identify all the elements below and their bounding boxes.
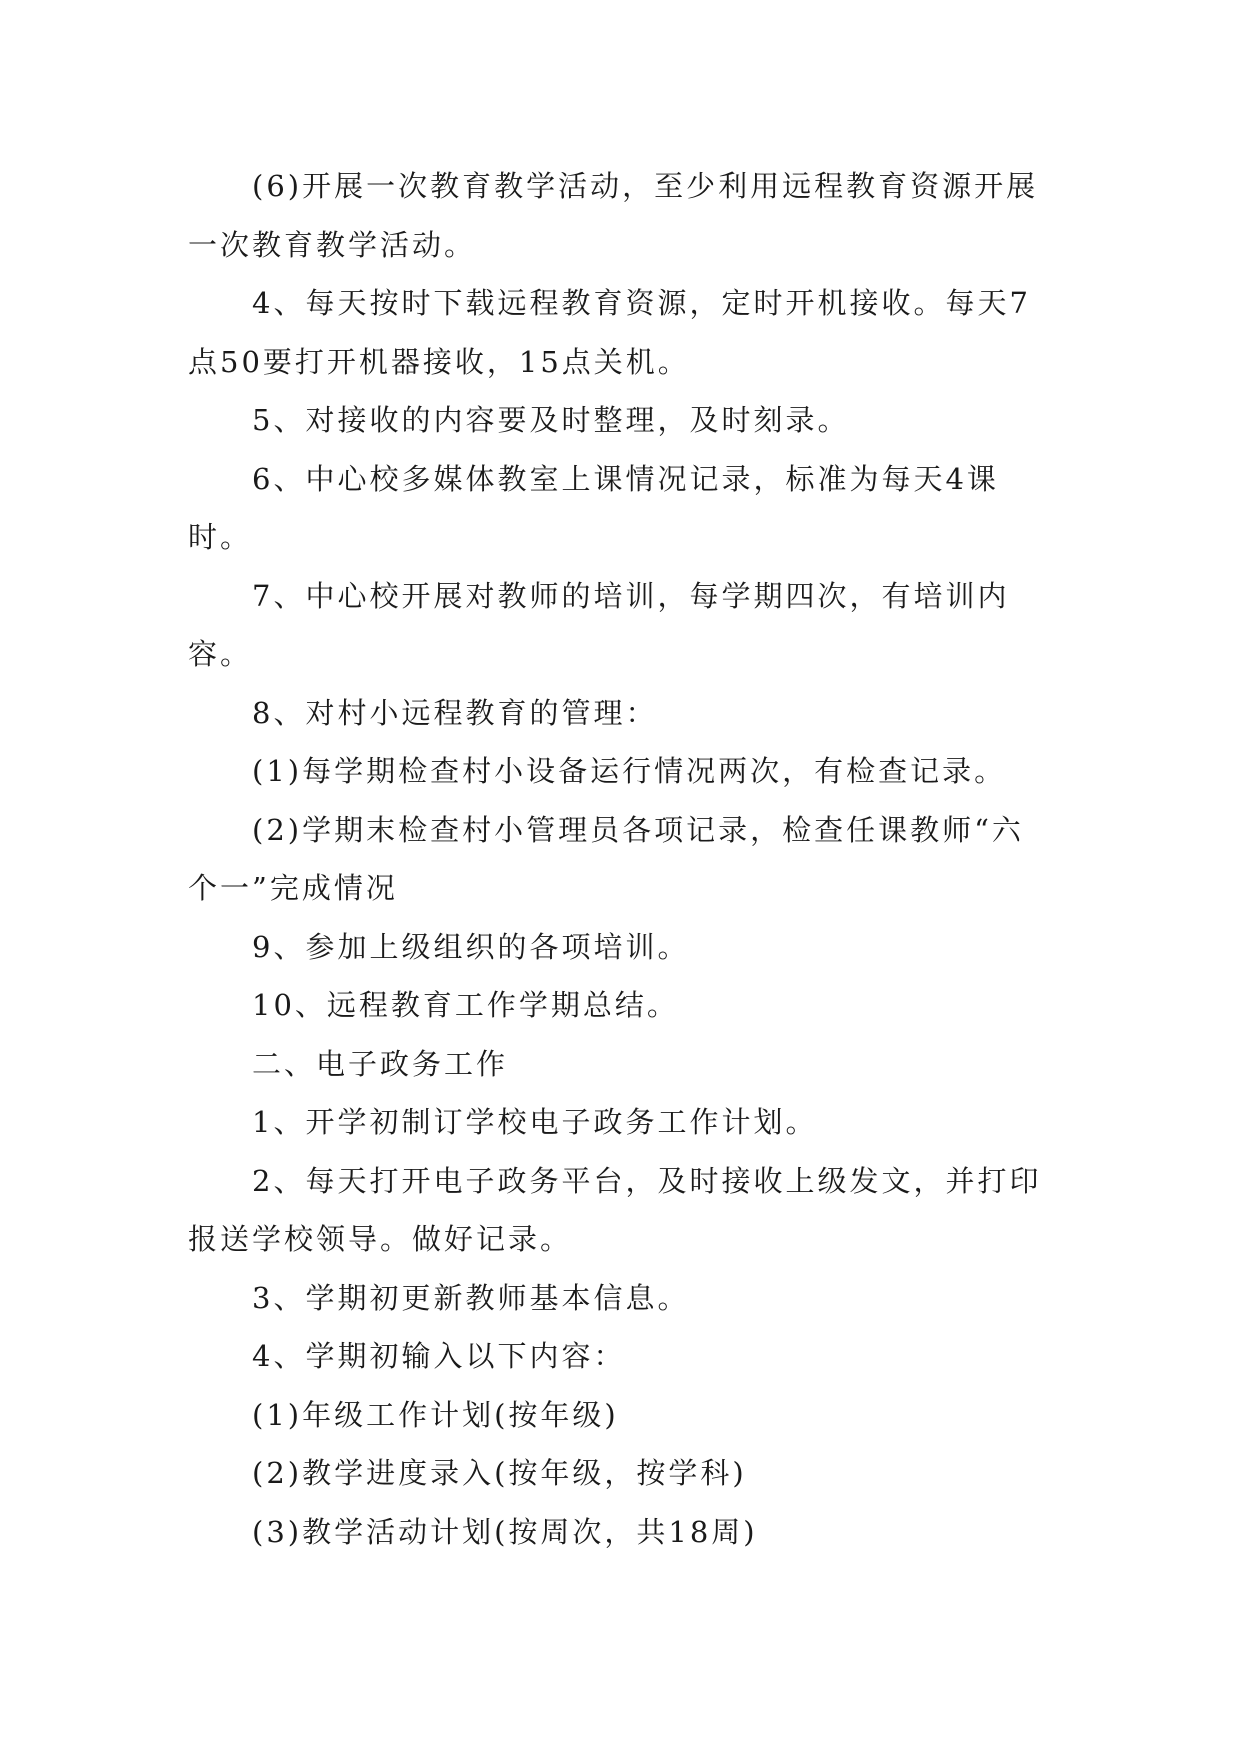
paragraph-item-6-multimedia: 6、中心校多媒体教室上课情况记录，标准为每天4课时。	[188, 461, 999, 554]
paragraph-eg-3-teacher-info: 3、学期初更新教师基本信息。	[252, 1280, 690, 1315]
paragraph-eg-2-platform: 2、每天打开电子政务平台，及时接收上级发文，并打印报送学校领导。做好记录。	[188, 1163, 1042, 1256]
paragraph-input-1-grade-plan: (1)年级工作计划(按年级)	[252, 1397, 619, 1432]
paragraph-sub-2-records: (2)学期末检查村小管理员各项记录，检查任课教师“六个一”完成情况	[188, 812, 1024, 905]
paragraph-item-7-training: 7、中心校开展对教师的培训，每学期四次，有培训内容。	[188, 578, 1010, 671]
section-heading-e-government: 二、电子政务工作	[252, 1046, 509, 1081]
paragraph-eg-4-input: 4、学期初输入以下内容：	[252, 1339, 626, 1373]
paragraph-activity-6: (6)开展一次教育教学活动，至少利用远程教育资源开展一次教育教学活动。	[188, 169, 1039, 262]
paragraph-item-5-organize: 5、对接收的内容要及时整理，及时刻录。	[252, 403, 850, 437]
paragraph-item-8-management: 8、对村小远程教育的管理：	[252, 695, 658, 730]
paragraph-item-4-download: 4、每天按时下载远程教育资源，定时开机接收。每天7点50要打开机器接收，15点关机。	[188, 286, 1031, 379]
paragraph-eg-1-plan: 1、开学初制订学校电子政务工作计划。	[252, 1105, 818, 1139]
paragraph-sub-1-inspection: (1)每学期检查村小设备运行情况两次，有检查记录。	[252, 754, 1007, 788]
paragraph-input-3-activities: (3)教学活动计划(按周次，共18周)	[252, 1514, 758, 1549]
paragraph-input-2-progress: (2)教学进度录入(按年级，按学科)	[252, 1456, 747, 1490]
document-body	[188, 157, 1054, 1561]
paragraph-item-10-summary: 10、远程教育工作学期总结。	[252, 988, 679, 1022]
paragraph-item-9-training: 9、参加上级组织的各项培训。	[252, 929, 690, 964]
